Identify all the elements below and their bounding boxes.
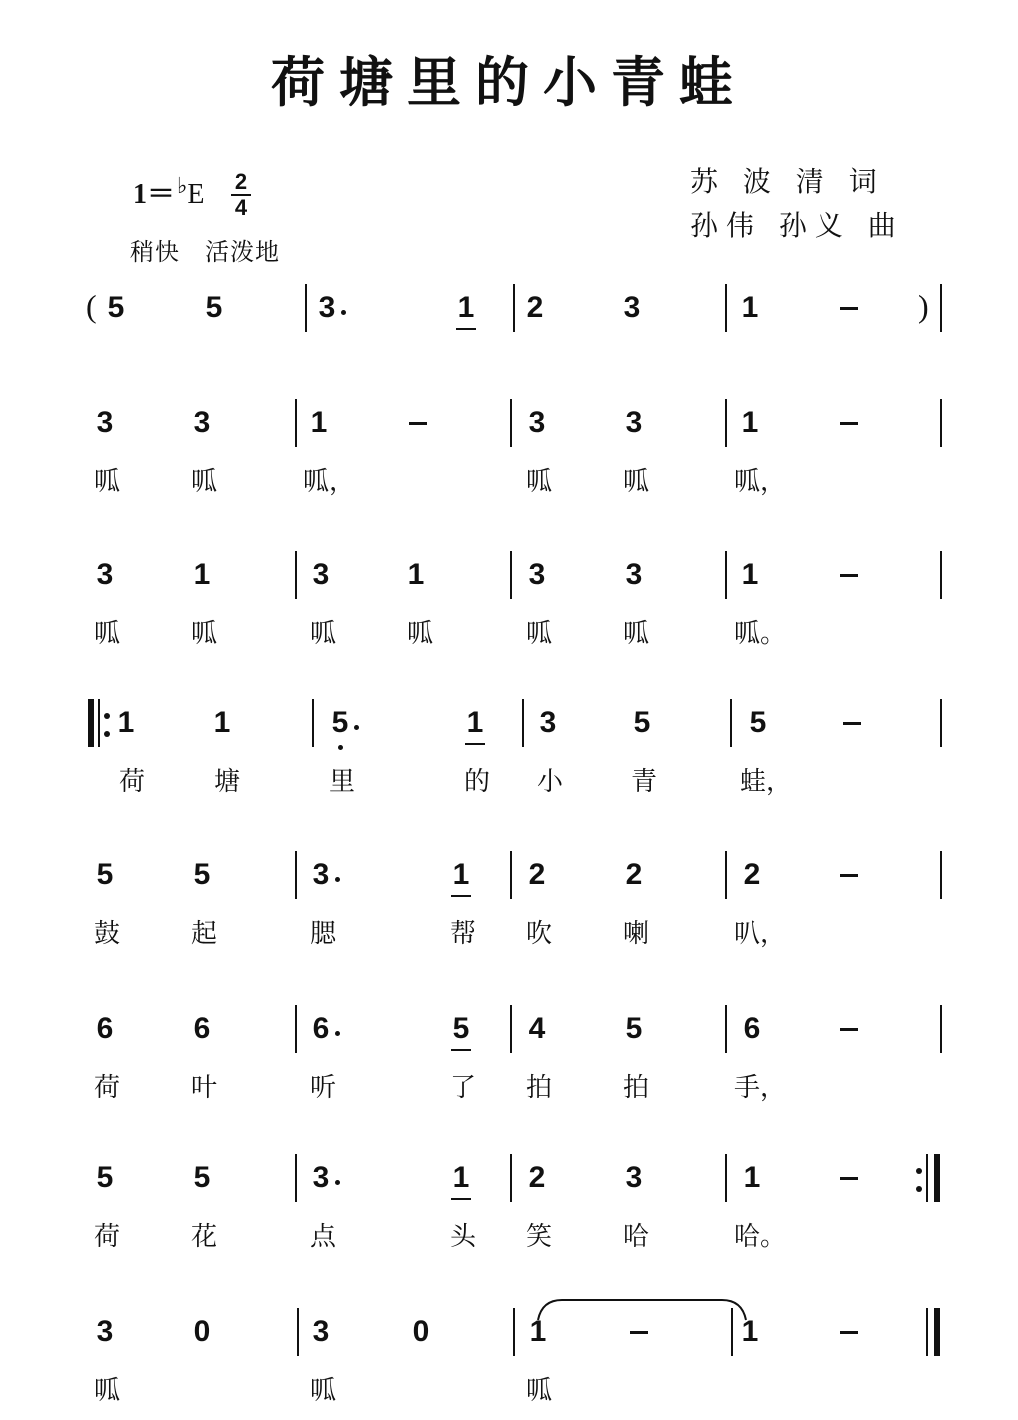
final-thin-bar (926, 1308, 928, 1356)
note: 3 (312, 558, 330, 591)
lyric-syllable: 笑 (525, 1222, 552, 1252)
lyric-syllable: 荷 (93, 1222, 120, 1252)
note: 3 (625, 1161, 643, 1194)
note: 1 (193, 558, 211, 591)
lyric-syllable: 了 (449, 1073, 476, 1103)
eighth-underline (451, 1049, 471, 1051)
lyric-syllable: 里 (328, 767, 355, 797)
barline (510, 1154, 512, 1202)
lyric-syllable: 呱 (190, 467, 217, 497)
repeat-dot (916, 1186, 922, 1192)
sustain-dash (840, 574, 858, 577)
lyric-syllable: 蛙， (740, 767, 793, 797)
note: 1 (741, 1315, 759, 1348)
augmentation-dot (335, 877, 340, 882)
barline (725, 1005, 727, 1053)
note: 1 (452, 858, 470, 891)
barline (940, 699, 942, 747)
eighth-underline (451, 1198, 471, 1200)
lyric-syllable: 呱 (622, 619, 649, 649)
barline (725, 551, 727, 599)
song-title: 荷塘里的小青蛙 (271, 50, 747, 114)
lyric-syllable: 呱 (309, 1376, 336, 1406)
augmentation-dot (335, 1180, 340, 1185)
note: 2 (528, 1161, 546, 1194)
repeat-end-thin (926, 1154, 928, 1202)
note: 3 (625, 406, 643, 439)
tempo-marking: 稍快 活泼地 (130, 238, 280, 266)
lyric-syllable: 荷 (118, 767, 145, 797)
note: 0 (193, 1315, 211, 1348)
lyric-syllable: 塘 (213, 767, 240, 797)
lyric-syllable: 呱。 (734, 619, 787, 649)
note: 1 (466, 706, 484, 739)
lyric-syllable: 点 (309, 1222, 336, 1252)
note: 5 (96, 1161, 114, 1194)
note: 3 (539, 706, 557, 739)
note: 5 (633, 706, 651, 739)
barline (940, 551, 942, 599)
note: 3 (312, 1315, 330, 1348)
barline (312, 699, 314, 747)
lyric-syllable: 花 (190, 1222, 217, 1252)
lyric-syllable: 手， (734, 1073, 787, 1103)
repeat-start-bar (88, 699, 94, 747)
barline (940, 851, 942, 899)
barline (295, 1154, 297, 1202)
time-bottom: 4 (234, 195, 248, 220)
note: 6 (312, 1012, 330, 1045)
final-thick-bar (934, 1308, 940, 1356)
tie-arc (532, 1296, 752, 1326)
composer-credit: 孙伟 孙义 曲 (690, 209, 904, 242)
barline (940, 399, 942, 447)
barline (513, 1308, 515, 1356)
note: 5 (452, 1012, 470, 1045)
sustain-dash (409, 422, 427, 425)
lyric-syllable: 哈 (622, 1222, 649, 1252)
lyric-syllable: 拍 (622, 1073, 649, 1103)
barline (522, 699, 524, 747)
key-signature (133, 172, 205, 212)
sustain-dash (840, 874, 858, 877)
note: 5 (107, 291, 125, 324)
lyric-syllable: 呱 (525, 1376, 552, 1406)
lyric-syllable: 青 (630, 767, 657, 797)
note: 3 (312, 858, 330, 891)
note: 3 (318, 291, 336, 324)
note: 1 (741, 291, 759, 324)
lyric-syllable: 腮 (309, 919, 336, 949)
barline (297, 1308, 299, 1356)
lyric-syllable: 听 (309, 1073, 336, 1103)
sustain-dash (840, 1028, 858, 1031)
lyric-syllable: 呱 (406, 619, 433, 649)
lyric-syllable: 起 (190, 919, 217, 949)
repeat-end-bar (934, 1154, 940, 1202)
note: 3 (528, 406, 546, 439)
time-signature (230, 170, 252, 220)
eighth-underline (451, 895, 471, 897)
note: 1 (741, 406, 759, 439)
barline (295, 1005, 297, 1053)
note: 0 (412, 1315, 430, 1348)
lyric-syllable: 吹 (525, 919, 552, 949)
note: 5 (193, 1161, 211, 1194)
note: 5 (331, 706, 349, 739)
lyric-syllable: 小 (536, 767, 563, 797)
note: 1 (452, 1161, 470, 1194)
barline (510, 399, 512, 447)
lyric-syllable: 呱 (525, 467, 552, 497)
barline (940, 284, 942, 332)
lyric-syllable: 呱 (93, 619, 120, 649)
sustain-dash (840, 1331, 858, 1334)
note: 2 (526, 291, 544, 324)
note: 5 (193, 858, 211, 891)
open-paren: ( (86, 288, 97, 324)
lyric-syllable: 拍 (525, 1073, 552, 1103)
barline (295, 851, 297, 899)
note: 1 (407, 558, 425, 591)
eighth-underline (456, 328, 476, 330)
lower-octave-dot (338, 745, 343, 750)
note: 5 (625, 1012, 643, 1045)
barline (510, 1005, 512, 1053)
barline (730, 699, 732, 747)
note: 1 (310, 406, 328, 439)
sustain-dash (840, 1177, 858, 1180)
lyric-syllable: 呱， (734, 467, 787, 497)
repeat-dot (104, 731, 110, 737)
note: 1 (117, 706, 135, 739)
note: 1 (457, 291, 475, 324)
lyric-syllable: 呱 (622, 467, 649, 497)
note: 5 (205, 291, 223, 324)
barline (940, 1005, 942, 1053)
sustain-dash (840, 422, 858, 425)
repeat-dot (104, 713, 110, 719)
barline (510, 551, 512, 599)
barline (725, 284, 727, 332)
tie-curve (538, 1300, 746, 1320)
lyric-syllable: 呱 (309, 619, 336, 649)
sustain-dash (840, 307, 858, 310)
barline (295, 399, 297, 447)
note: 1 (741, 558, 759, 591)
barline (725, 851, 727, 899)
barline (305, 284, 307, 332)
lyric-syllable: 头 (449, 1222, 476, 1252)
note: 1 (743, 1161, 761, 1194)
augmentation-dot (354, 725, 359, 730)
lyricist-credit: 苏 波 清 词 (690, 165, 885, 198)
close-paren: ) (918, 288, 929, 324)
note: 1 (529, 1315, 547, 1348)
barline (510, 851, 512, 899)
augmentation-dot (341, 310, 346, 315)
lyric-syllable: 叶 (190, 1073, 217, 1103)
lyric-syllable: 帮 (449, 919, 476, 949)
note: 3 (96, 558, 114, 591)
note: 2 (528, 858, 546, 891)
note: 5 (96, 858, 114, 891)
barline (725, 1154, 727, 1202)
lyric-syllable: 荷 (93, 1073, 120, 1103)
note: 3 (623, 291, 641, 324)
note: 1 (213, 706, 231, 739)
lyric-syllable: 哈。 (734, 1222, 787, 1252)
note: 3 (193, 406, 211, 439)
repeat-start-thin (98, 699, 100, 747)
note: 6 (193, 1012, 211, 1045)
note: 3 (312, 1161, 330, 1194)
note: 2 (743, 858, 761, 891)
eighth-underline (465, 743, 485, 745)
lyric-syllable: 呱， (303, 467, 356, 497)
barline (513, 284, 515, 332)
note: 3 (96, 1315, 114, 1348)
note: 3 (96, 406, 114, 439)
note: 6 (743, 1012, 761, 1045)
lyric-syllable: 叭， (734, 919, 787, 949)
augmentation-dot (335, 1031, 340, 1036)
time-top: 2 (234, 169, 248, 194)
note: 2 (625, 858, 643, 891)
note: 4 (528, 1012, 546, 1045)
lyric-syllable: 的 (463, 767, 490, 797)
lyric-syllable: 呱 (525, 619, 552, 649)
flat-sign: ♭ (177, 173, 188, 198)
sustain-dash (843, 722, 861, 725)
key-prefix: 1＝ (133, 179, 176, 210)
sustain-dash (630, 1331, 648, 1334)
note: 6 (96, 1012, 114, 1045)
lyric-syllable: 呱 (93, 1376, 120, 1406)
note: 3 (528, 558, 546, 591)
barline (725, 399, 727, 447)
barline (295, 551, 297, 599)
lyric-syllable: 喇 (622, 919, 649, 949)
lyric-syllable: 呱 (93, 467, 120, 497)
note: 5 (749, 706, 767, 739)
repeat-dot (916, 1168, 922, 1174)
lyric-syllable: 呱 (190, 619, 217, 649)
lyric-syllable: 鼓 (93, 919, 120, 949)
note: 3 (625, 558, 643, 591)
key-letter: E (187, 179, 205, 210)
